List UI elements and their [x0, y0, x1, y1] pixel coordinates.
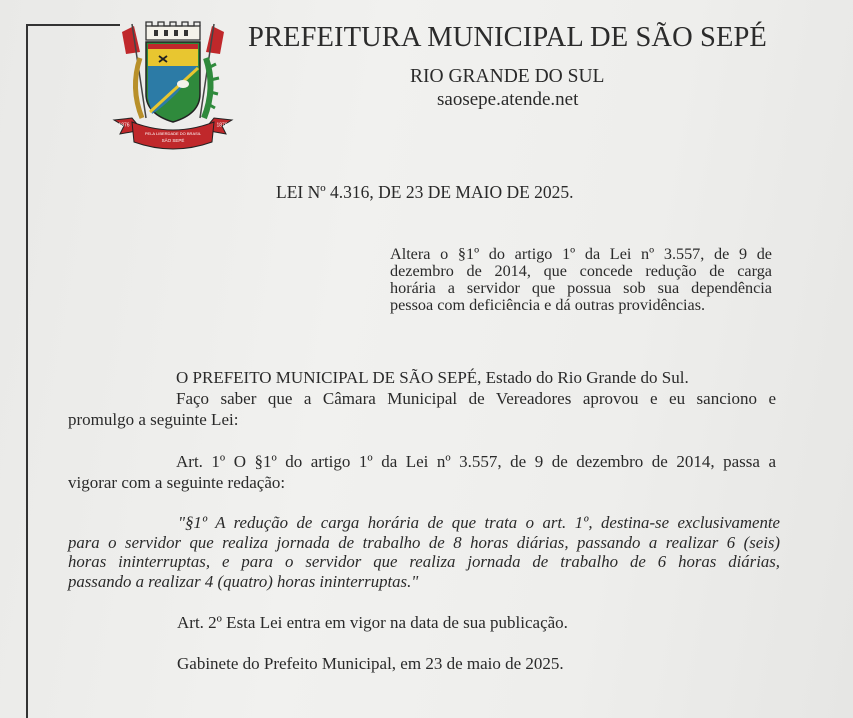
- crest-ribbon-name: SÃO SEPÉ: [161, 138, 185, 143]
- article-1-line: vigorar com a seguinte redação:: [68, 473, 286, 492]
- preamble-line: promulgo a seguinte Lei:: [68, 410, 239, 429]
- law-title: LEI Nº 4.316, DE 23 DE MAIO DE 2025.: [276, 182, 574, 202]
- frame-top-line: [26, 24, 120, 26]
- article-1-line: Art. 1º O §1º do artigo 1º da Lei nº 3.557, de 9 de dezembro de 2014, passa a: [176, 452, 776, 471]
- closing-line: Gabinete do Prefeito Municipal, em 23 de maio de 2025.: [177, 654, 564, 673]
- frame-left-line: [26, 24, 28, 718]
- quote-line: "§1º A redução de carga horária de que trata o art. 1º, destina-se exclusivamente: [178, 513, 780, 532]
- ementa-line: horária a servidor que possua sob sua dependência: [390, 279, 772, 297]
- quote-line: para o servidor que realiza jornada de trabalho de 8 horas diárias, passando a realizar 6 (seis): [68, 532, 780, 552]
- ementa-line: Altera o §1º do artigo 1º da Lei nº 3.557, de 9 de: [390, 245, 772, 263]
- header-state: RIO GRANDE DO SUL: [410, 66, 605, 87]
- preamble: [68, 367, 776, 430]
- preamble-line: Faço saber que a Câmara Municipal de Vereadores aprovou e eu sanciono e: [176, 389, 776, 408]
- crest-ribbon-year-left: 1876: [118, 122, 130, 129]
- crest-ribbon-motto: PELA LIBERDADE DO BRASIL: [144, 131, 202, 136]
- quote-line: horas ininterruptas, e para o servidor que realiza jornada de trabalho de 6 horas diárias,: [68, 552, 780, 571]
- article-1: [68, 451, 776, 493]
- article-1-quoted-text: [68, 513, 780, 591]
- municipal-coat-of-arms: [112, 18, 234, 154]
- header-website: saosepe.atende.net: [437, 89, 579, 110]
- header-title: PREFEITURA MUNICIPAL DE SÃO SEPÉ: [248, 22, 767, 53]
- ementa-line: dezembro de 2014, que concede redução de carga: [390, 262, 772, 280]
- article-2: Art. 2º Esta Lei entra em vigor na data de sua publicação.: [177, 613, 568, 632]
- law-ementa: [390, 246, 772, 314]
- preamble-line: O PREFEITO MUNICIPAL DE SÃO SEPÉ, Estado do Rio Grande do Sul.: [176, 368, 689, 387]
- crest-ribbon-year-right: 1876: [216, 122, 228, 129]
- ementa-line: pessoa com deficiência e dá outras providências.: [390, 296, 706, 314]
- quote-line: passando a realizar 4 (quatro) horas ininterruptas.": [68, 571, 419, 591]
